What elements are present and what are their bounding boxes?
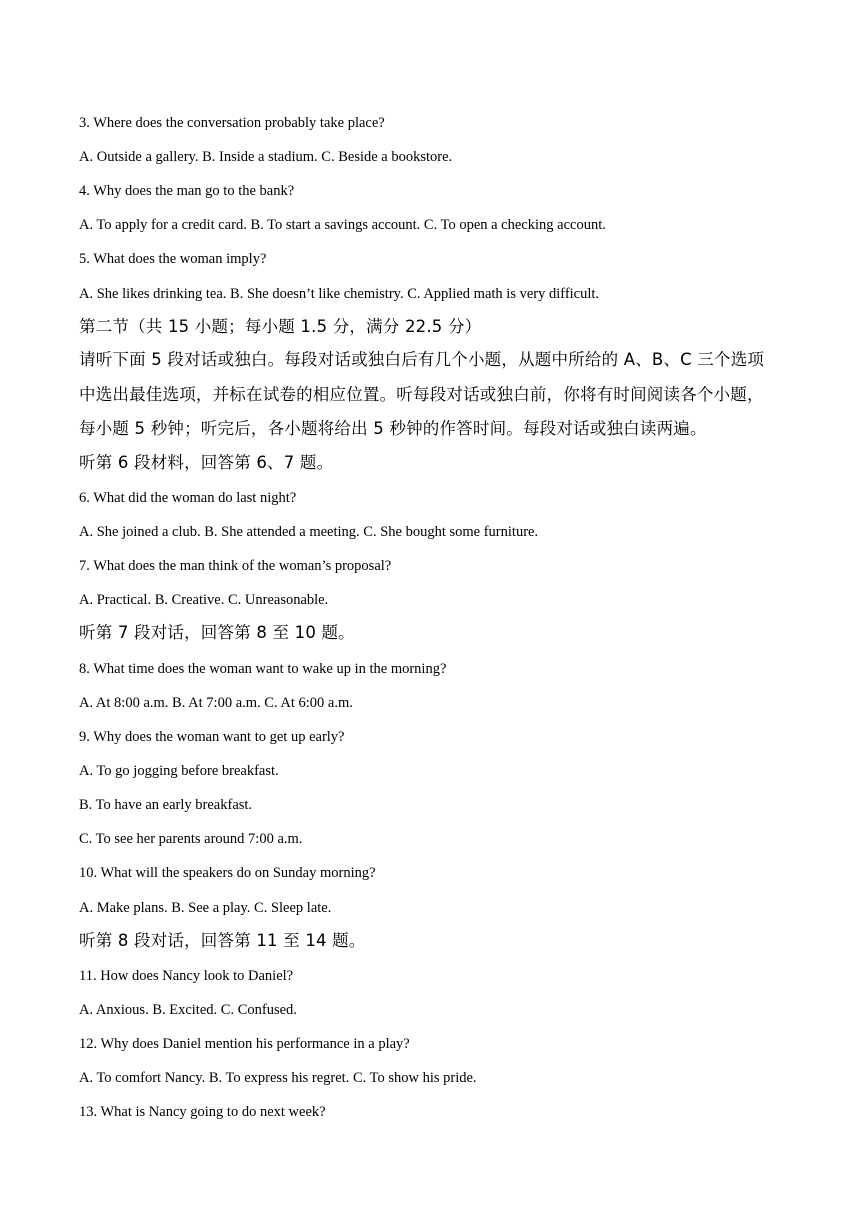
section-two-instructions-line-3: 每小题 5 秒钟；听完后，各小题将给出 5 秒钟的作答时间。每段对话或独白读两遍。: [79, 419, 707, 438]
question-6: 6. What did the woman do last night?: [79, 490, 297, 506]
question-5-options: A. She likes drinking tea. B. She doesn’t like chemistry. C. Applied math is very difficult.: [79, 286, 600, 302]
question-3: 3. Where does the conversation probably take place?: [79, 115, 385, 131]
section-two-heading: 第二节（共 15 小题；每小题 1.5 分，满分 22.5 分）: [79, 317, 482, 336]
question-11-options: A. Anxious. B. Excited. C. Confused.: [79, 1002, 297, 1018]
question-9-option-b: B. To have an early breakfast.: [79, 797, 253, 813]
question-9-option-a: A. To go jogging before breakfast.: [79, 763, 279, 779]
question-5: 5. What does the woman imply?: [79, 251, 267, 267]
question-7-options: A. Practical. B. Creative. C. Unreasonable.: [79, 592, 329, 608]
question-9: 9. Why does the woman want to get up early?: [79, 729, 345, 745]
question-10-options: A. Make plans. B. See a play. C. Sleep late.: [79, 900, 332, 916]
section-two-instructions-line-1: 请听下面 5 段对话或独白。每段对话或独白后有几个小题，从题中所给的 A、B、C 三个选项: [79, 350, 765, 369]
passage-8-heading: 听第 8 段对话，回答第 11 至 14 题。: [79, 931, 366, 950]
question-3-options: A. Outside a gallery. B. Inside a stadium. C. Beside a bookstore.: [79, 149, 453, 165]
question-13: 13. What is Nancy going to do next week?: [79, 1104, 326, 1120]
question-4: 4. Why does the man go to the bank?: [79, 183, 295, 199]
question-7: 7. What does the man think of the woman’s proposal?: [79, 558, 392, 574]
section-two-instructions-line-2: 中选出最佳选项，并标在试卷的相应位置。听每段对话或独白前，你将有时间阅读各个小题，: [79, 385, 764, 404]
question-8: 8. What time does the woman want to wake up in the morning?: [79, 661, 447, 677]
question-12: 12. Why does Daniel mention his performance in a play?: [79, 1036, 410, 1052]
question-8-options: A. At 8:00 a.m. B. At 7:00 a.m. C. At 6:00 a.m.: [79, 695, 353, 711]
question-10: 10. What will the speakers do on Sunday morning?: [79, 865, 376, 881]
question-9-option-c: C. To see her parents around 7:00 a.m.: [79, 831, 303, 847]
question-4-options: A. To apply for a credit card. B. To start a savings account. C. To open a checking account.: [79, 217, 606, 233]
question-12-options: A. To comfort Nancy. B. To express his regret. C. To show his pride.: [79, 1070, 477, 1086]
question-6-options: A. She joined a club. B. She attended a meeting. C. She bought some furniture.: [79, 524, 539, 540]
passage-6-heading: 听第 6 段材料，回答第 6、7 题。: [79, 453, 334, 472]
question-11: 11. How does Nancy look to Daniel?: [79, 968, 294, 984]
passage-7-heading: 听第 7 段对话，回答第 8 至 10 题。: [79, 623, 355, 642]
